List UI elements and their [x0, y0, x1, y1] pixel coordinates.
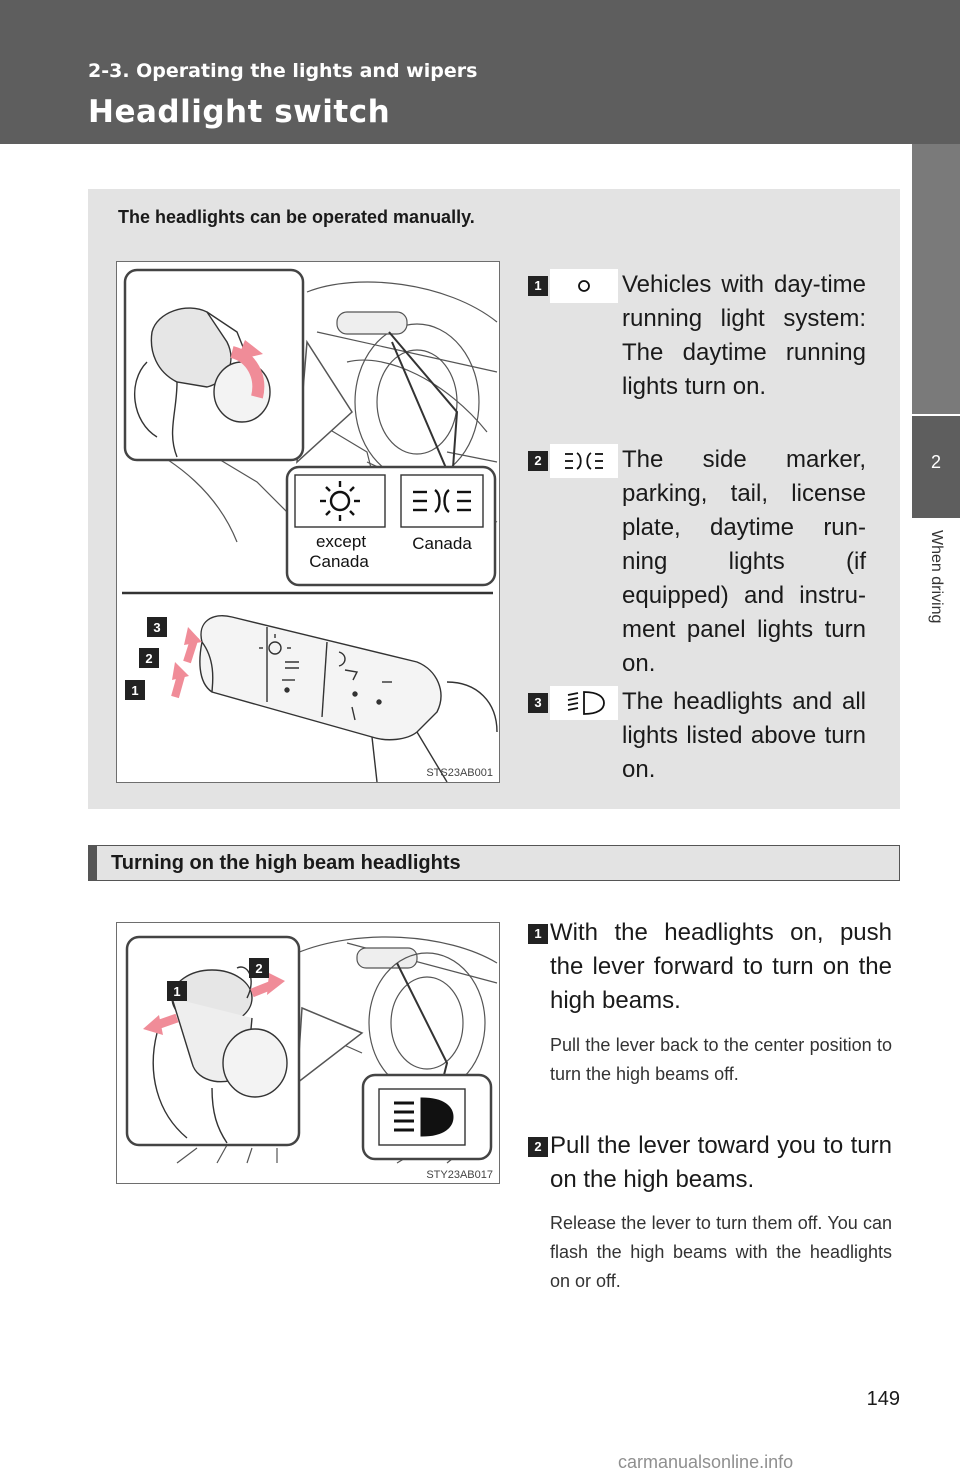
mode-item [528, 685, 868, 789]
fig1-callout-3: 3 [153, 620, 161, 635]
page-title: Headlight switch [88, 94, 391, 130]
step-item [528, 1129, 892, 1197]
symbol-box [550, 686, 618, 720]
step-note: Pull the lever back to the center position to turn the high beams off. [550, 1035, 892, 1084]
except-canada-label: Canada [309, 552, 369, 571]
mode-number: 2 [528, 451, 548, 471]
position-off-icon [579, 281, 589, 291]
fig1-callout-1: 1 [131, 683, 139, 698]
watermark: carmanualsonline.info [618, 1452, 794, 1472]
high-beam-subheading [88, 845, 900, 881]
headlights-icon [568, 692, 604, 714]
high-beam-figure [116, 922, 500, 1184]
chapter-number: 2 [930, 452, 941, 472]
canada-label: Canada [412, 534, 472, 553]
subheading-text: Turning on the high beam headlights [111, 852, 461, 874]
step-number: 2 [528, 1137, 548, 1157]
intro-text: The headlights can be operated manually. [118, 207, 475, 227]
step-text: Pull the lever toward you to turn on the high beams. [550, 1132, 892, 1193]
side-tab-strip [912, 144, 960, 414]
mode-number: 1 [528, 276, 548, 296]
step-number: 1 [528, 924, 548, 944]
step-text: With the headlights on, push the lever forward to turn on the high beams. [550, 919, 892, 1014]
chapter-label: When driving [928, 530, 945, 624]
fig1-callout-2: 2 [145, 651, 153, 666]
subheading-bar [89, 846, 97, 880]
mode-description: The side marker, parking, tail, license plate, daytime run-ning lights (if equipped) and instru-ment panel lights turn on. [622, 446, 866, 677]
figure-code: STS23AB001 [426, 767, 493, 779]
section-label: 2-3. Operating the lights and wipers [88, 60, 478, 82]
mode-description: Vehicles with day-time running light system: The daytime running lights turn on. [622, 271, 866, 400]
step-note: Release the lever to turn them off. You can flash the high beams with the headlights on or off. [550, 1213, 892, 1291]
symbol-box [550, 444, 618, 478]
mode-description: The headlights and all lights listed above turn on. [622, 688, 866, 783]
headlight-switch-figure [116, 261, 500, 783]
mode-item [528, 268, 868, 438]
symbol-box [550, 269, 618, 303]
step-item [528, 916, 892, 1018]
figure-code: STY23AB017 [426, 1169, 493, 1181]
fig2-callout-1: 1 [173, 984, 181, 999]
mode-item [528, 443, 868, 679]
parking-lights-icon [565, 453, 603, 469]
except-label: except [315, 532, 367, 551]
mode-number: 3 [528, 693, 548, 713]
page-number: 149 [866, 1388, 900, 1410]
fig2-callout-2: 2 [255, 961, 263, 976]
